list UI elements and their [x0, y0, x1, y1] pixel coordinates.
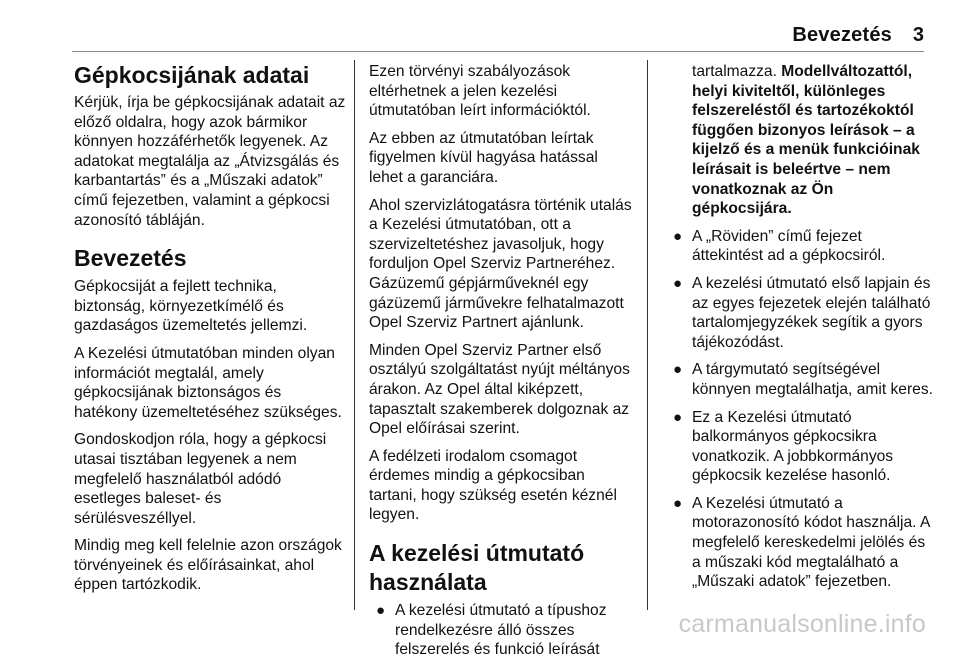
- paragraph: Kérjük, írja be gépkocsijának adatait az előző oldalra, hogy azok bármikor könnyen hozzáférhetők legyenek. Az adatokat megtalálja az „Átvizsgálás és karbantartás” és a „Műszaki adatok” című fejezetben, valamint a gépkocsi azonosító tábláján.: [74, 94, 346, 229]
- column-divider-2: [647, 60, 648, 610]
- page-header: [0, 0, 960, 52]
- heading-vehicle-data: Gépkocsijának adatai: [74, 62, 310, 88]
- paragraph: Minden Opel Szerviz Partner első osztályú szolgáltatást nyújt méltányos árakon. Az Opel által kiképzett, tapasztalt szakemberek dolgoznak az Opel előírásai szerint.: [369, 341, 630, 438]
- section-title: Bevezetés: [792, 24, 892, 46]
- heading-using-manual: A kezelési útmutató használata: [369, 540, 585, 596]
- bullet-list: [369, 601, 635, 660]
- list-item-text: A kezelési útmutató első lapjain és az egyes fejezetek elején található tartalomjegyzékek segítik a gyors tájékozódást.: [692, 274, 931, 351]
- column-2: [369, 62, 635, 668]
- bullet-icon: ●: [673, 408, 683, 426]
- paragraph: Gondoskodjon róla, hogy a gépkocsi utasai tisztában legyenek a nem megfelelő használatból adódó esetleges baleset- és sérülésveszéllyel.: [74, 431, 327, 527]
- list-item-text: A Kezelési útmutató a motorazonosító kódot használja. A megfelelő kereskedelmi jelölés és a műszaki kód megtalálható a „Műszaki adatok” fejezetben.: [692, 494, 930, 591]
- bullet-icon: ●: [673, 274, 683, 292]
- watermark: carmanualsonline.info: [678, 610, 926, 638]
- page-number: 3: [912, 24, 924, 46]
- list-item: [666, 274, 934, 352]
- list-item-text: Ez a Kezelési útmutató balkormányos gépkocsikra vonatkozik. A jobbkormányos gépkocsik kezelése hasonló.: [692, 408, 894, 485]
- paragraph: Ezen törvényi szabályozások eltérhetnek a jelen kezelési útmutatóban leírt információktól.: [369, 63, 591, 120]
- header-rule: [72, 51, 924, 52]
- bullet-icon: ●: [673, 494, 683, 512]
- list-item: [666, 360, 934, 399]
- paragraph: Az ebben az útmutatóban leírtak figyelmen kívül hagyása hatással lehet a garanciára.: [369, 129, 598, 186]
- bullet-list: [666, 227, 934, 592]
- continued-paragraph: [666, 62, 934, 219]
- paragraph: Mindig meg kell felelnie azon országok törvényeinek és előírásainkat, ahol éppen tartózkodik.: [74, 537, 342, 594]
- list-item-text: A kezelési útmutató a típushoz rendelkezésre álló összes felszerelés és funkció leírását: [395, 602, 607, 659]
- heading-introduction: Bevezetés: [74, 245, 187, 272]
- column-1: [74, 62, 346, 603]
- continued-bold-text: Modellváltozattól, helyi kiviteltől, különleges felszereléstől és tartozékoktól függően bizonyos leírások – a kijelző és a menük funkcióinak leírásait is beleértve – nem vonatkoznak az Ön gépkocsijára.: [692, 63, 920, 218]
- list-item: [666, 408, 934, 486]
- paragraph: A fedélzeti irodalom csomagot érdemes mindig a gépkocsiban tartani, hogy szükség esetén kéznél legyen.: [369, 447, 617, 524]
- column-3: [666, 62, 934, 600]
- column-divider-1: [354, 60, 355, 610]
- bullet-icon: ●: [673, 361, 683, 379]
- paragraph: A Kezelési útmutatóban minden olyan információt megtalál, amely gépkocsijának biztonságos és hatékony üzemeltetéséhez szükséges.: [74, 344, 342, 421]
- paragraph: Gépkocsiját a fejlett technika, biztonság, környezetkímélő és gazdaságos üzemeltetés jellemzi.: [74, 278, 308, 335]
- list-item: [666, 494, 934, 592]
- list-item: [666, 227, 934, 266]
- list-item-text: A „Röviden” című fejezet áttekintést ad a gépkocsiról.: [692, 227, 886, 265]
- list-item-text: A tárgymutató segítségével könnyen megtalálhatja, amit keres.: [692, 361, 933, 398]
- paragraph: Ahol szervizlátogatásra történik utalás a Kezelési útmutatóban, ott a szervizeltetéshez javasoljuk, hogy forduljon Opel Szerviz Partneréhez. Gázüzemű gépjárműveknél egy gázüzemű járművekre felhatalmazott Opel Szerviz Partnert ajánlunk.: [369, 196, 632, 332]
- continued-text: tartalmazza.: [692, 63, 782, 80]
- bullet-icon: ●: [376, 602, 386, 620]
- list-item: [369, 601, 635, 660]
- bullet-icon: ●: [673, 227, 683, 245]
